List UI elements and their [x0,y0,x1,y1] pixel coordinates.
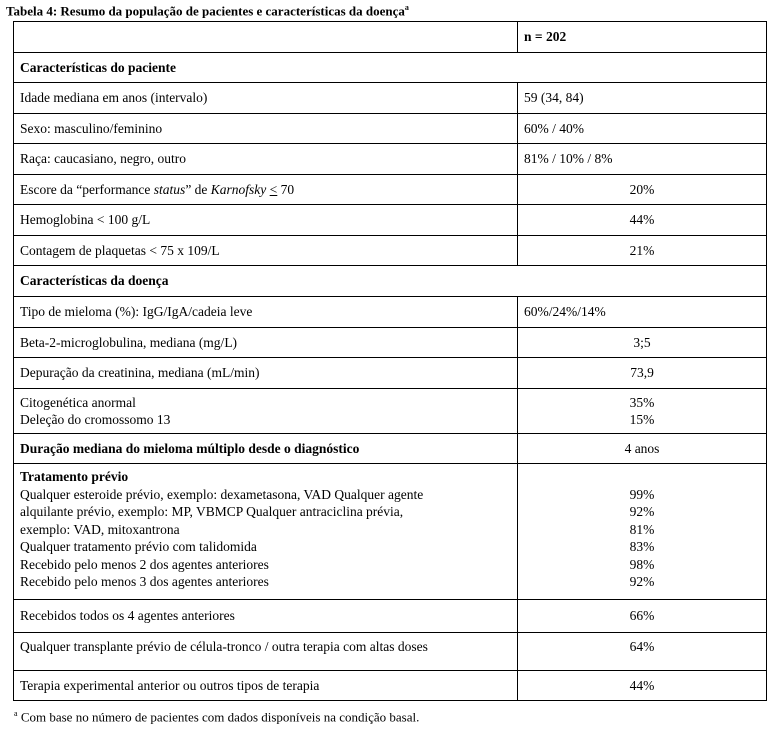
row-label: Recebidos todos os 4 agentes anteriores [14,600,518,633]
table-row [14,175,767,205]
label-italic-status: status [153,181,186,197]
section-disease-characteristics: Características da doença [14,266,767,297]
row-label: Terapia experimental anterior ou outros tipos de terapia [14,671,518,701]
label-line: exemplo: VAD, mitoxantrona [20,521,180,537]
label-line: Recebido pelo menos 3 dos agentes anteriores [20,574,269,589]
row-value: 4 anos [518,434,767,464]
label-line: Deleção do cromossomo 13 [20,412,171,427]
value-line-spacer [524,468,760,486]
label-line: alquilante prévio, exemplo: MP, VBMCP Qualquer antraciclina prévia, [20,504,404,519]
row-label: Raça: caucasiano, negro, outro [14,144,518,175]
value-line: 99% [629,486,655,502]
table-row [14,358,767,389]
row-label-cytogenetics [14,389,518,434]
label-part: 70 [277,181,295,197]
value-line: 15% [629,412,655,427]
row-value: 60% / 40% [518,114,767,144]
row-label: Qualquer transplante prévio de célula-tronco / outra terapia com altas doses [14,633,518,671]
label-line: Recebido pelo menos 2 dos agentes anteriores [20,556,269,572]
table-row [14,434,767,464]
table-row [14,389,767,434]
section-patient-characteristics: Características do paciente [14,53,767,83]
row-label: Tipo de mieloma (%): IgG/IgA/cadeia leve [14,297,518,328]
value-line: 83% [629,539,655,554]
value-line: 92% [629,574,655,589]
row-label: Beta-2-microglobulina, mediana (mg/L) [14,328,518,358]
table-row [14,297,767,328]
row-value: 66% [518,600,767,633]
header-empty-cell [14,22,518,53]
table-title [6,3,409,19]
row-label: Hemoglobina < 100 g/L [14,205,518,236]
table-title-text: Tabela 4: Resumo da população de pacientes e características da doença [6,3,405,19]
table-row [14,144,767,175]
table-row [14,83,767,114]
row-label: Sexo: masculino/feminino [14,114,518,144]
section-row-disease [14,266,767,297]
row-value: 21% [518,236,767,266]
footnote-text: Com base no número de pacientes com dados disponíveis na condição basal. [17,709,420,725]
n-header: n = 202 [518,22,767,53]
table-row [14,328,767,358]
label-italic-karnofsky: Karnofsky [210,181,267,197]
row-label-karnofsky [14,175,518,205]
value-line: 35% [629,394,655,410]
row-value: 81% / 10% / 8% [518,144,767,175]
row-label: Contagem de plaquetas < 75 x 109/L [14,236,518,266]
table-row [14,205,767,236]
row-value: 64% [518,633,767,671]
row-value: 59 (34, 84) [518,83,767,114]
value-line: 98% [629,556,655,572]
value-line: 92% [629,504,655,519]
label-line: Qualquer esteroide prévio, exemplo: dexametasona, VAD Qualquer agente [20,486,424,502]
table-row [14,671,767,701]
prior-treatment-heading: Tratamento prévio [20,469,129,484]
title-footnote-marker: a [404,3,409,12]
row-label-prior-treatment [14,464,518,600]
row-value: 3;5 [518,328,767,358]
row-value: 73,9 [518,358,767,389]
table-row [14,114,767,144]
row-label: Duração mediana do mieloma múltiplo desde o diagnóstico [14,434,518,464]
row-label: Idade mediana em anos (intervalo) [14,83,518,114]
footnote-marker: a [14,709,18,718]
table-row [14,633,767,671]
footnote [14,709,419,725]
row-label: Depuração da creatinina, mediana (mL/min) [14,358,518,389]
row-value-prior-treatment [518,464,767,600]
label-line: Citogenética anormal [20,394,136,410]
row-value-cytogenetics [518,389,767,434]
row-value: 20% [518,175,767,205]
table-row-prior-treatment [14,464,767,600]
label-line: Qualquer tratamento prévio com talidomida [20,539,257,554]
header-row [14,22,767,53]
value-line: 81% [629,521,655,537]
patient-summary-table [13,21,767,701]
label-part: Escore da “performance [20,181,154,197]
label-part: ” de [185,181,211,197]
table-row [14,600,767,633]
row-value: 44% [518,671,767,701]
row-value: 60%/24%/14% [518,297,767,328]
section-row-patient [14,53,767,83]
table-row [14,236,767,266]
row-value: 44% [518,205,767,236]
label-less-equal-symbol: < [269,181,278,197]
